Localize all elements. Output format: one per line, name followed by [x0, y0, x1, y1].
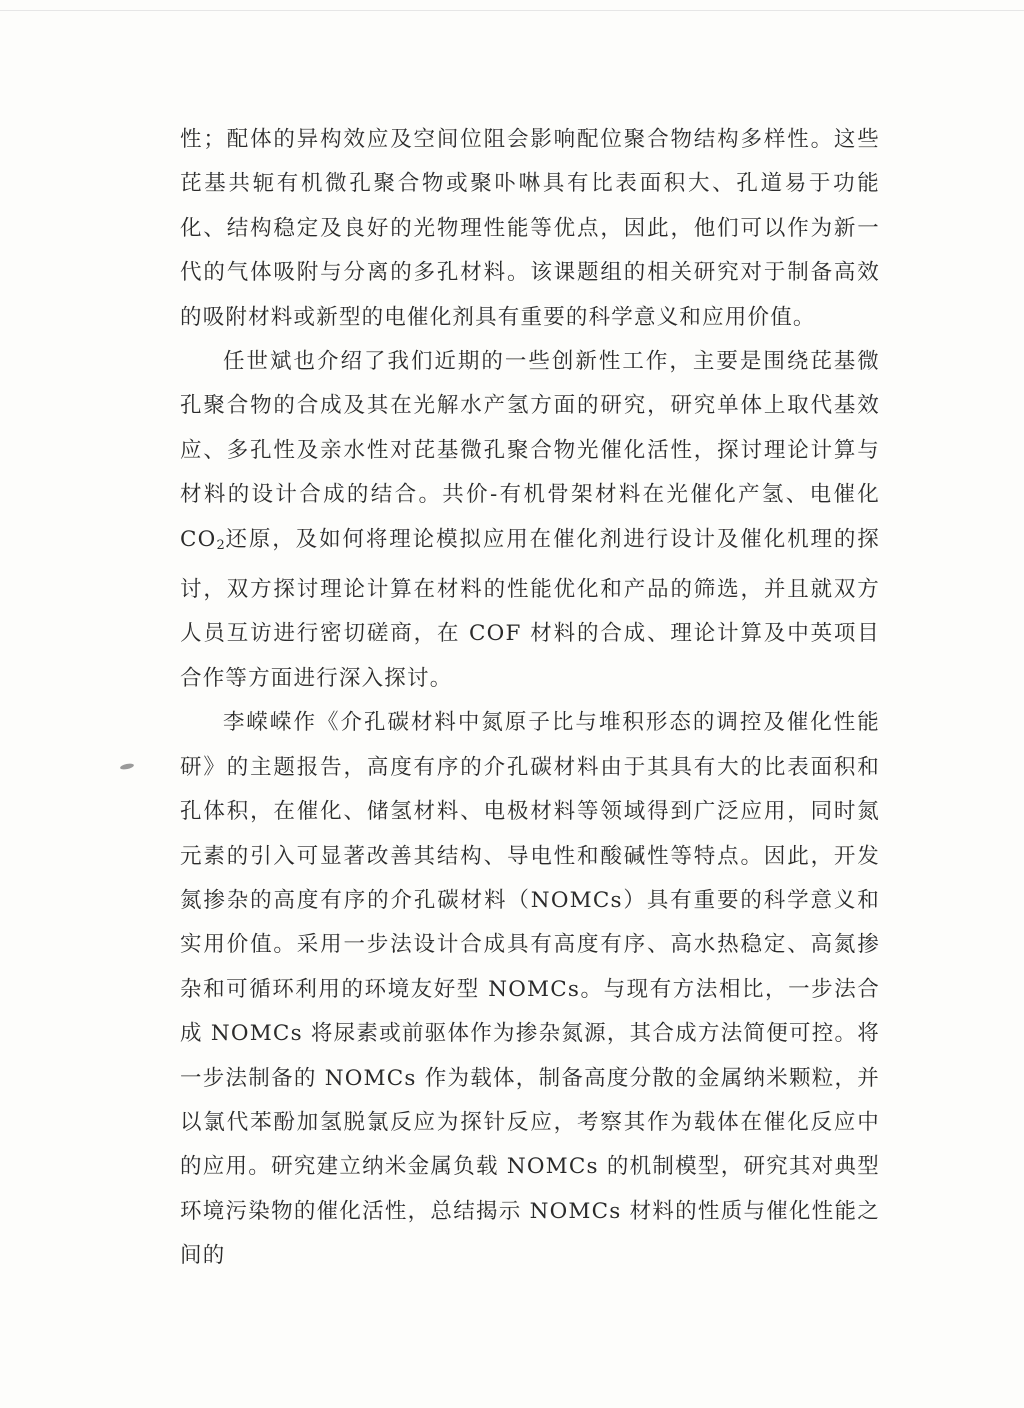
- co2-subscript: 2: [216, 537, 225, 553]
- paragraph-li-rongrong: 李嵘嵘作《介孔碳材料中氮原子比与堆积形态的调控及催化性能研》的主题报告，高度有序的介孔碳材料由于其具有大的比表面积和孔体积，在催化、储氢材料、电极材料等领域得到广泛应用，同时氮元素的引入可显著改善其结构、导电性和酸碱性等特点。因此，开发氮掺杂的高度有序的介孔碳材料（NOMCs）具有重要的科学意义和实用价值。采用一步法设计合成具有高度有序、高水热稳定、高氮掺杂和可循环利用的环境友好型 NOMCs。与现有方法相比，一步法合成 NOMCs 将尿素或前驱体作为掺杂氮源，其合成方法简便可控。将一步法制备的 NOMCs 作为载体，制备高度分散的金属纳米颗粒，并以氯代苯酚加氢脱氯反应为探针反应，考察其作为载体在催化反应中的应用。研究建立纳米金属负载 NOMCs 的机制模型，研究其对典型环境污染物的催化活性，总结揭示 NOMCs 材料的性质与催化性能之间的: [180, 710, 880, 1269]
- document-body: [180, 118, 880, 1279]
- scan-edge-line: [0, 10, 1024, 11]
- scan-speck: [120, 763, 135, 771]
- paragraph-ren-shibin-part1: 任世斌也介绍了我们近期的一些创新性工作，主要是围绕芘基微孔聚合物的合成及其在光解水产氢方面的研究，研究单体上取代基效应、多孔性及亲水性对芘基微孔聚合物光催化活性，探讨理论计算与材料的设计合成的结合。共价-有机骨架材料在光催化产氢、电催化 CO: [180, 349, 880, 552]
- paragraph-ren-shibin-part2: 还原，及如何将理论模拟应用在催化剂进行设计及催化机理的探讨，双方探讨理论计算在材料的性能优化和产品的筛选，并且就双方人员互访进行密切磋商，在 COF 材料的合成、理论计算及中英项目合作等方面进行深入探讨。: [180, 526, 880, 691]
- paragraph-ren-shibin: [180, 340, 880, 701]
- paragraph-continuation: 性；配体的异构效应及空间位阻会影响配位聚合物结构多样性。这些芘基共轭有机微孔聚合物或聚卟啉具有比表面积大、孔道易于功能化、结构稳定及良好的光物理性能等优点，因此，他们可以作为新一代的气体吸附与分离的多孔材料。该课题组的相关研究对于制备高效的吸附材料或新型的电催化剂具有重要的科学意义和应用价值。: [180, 127, 880, 330]
